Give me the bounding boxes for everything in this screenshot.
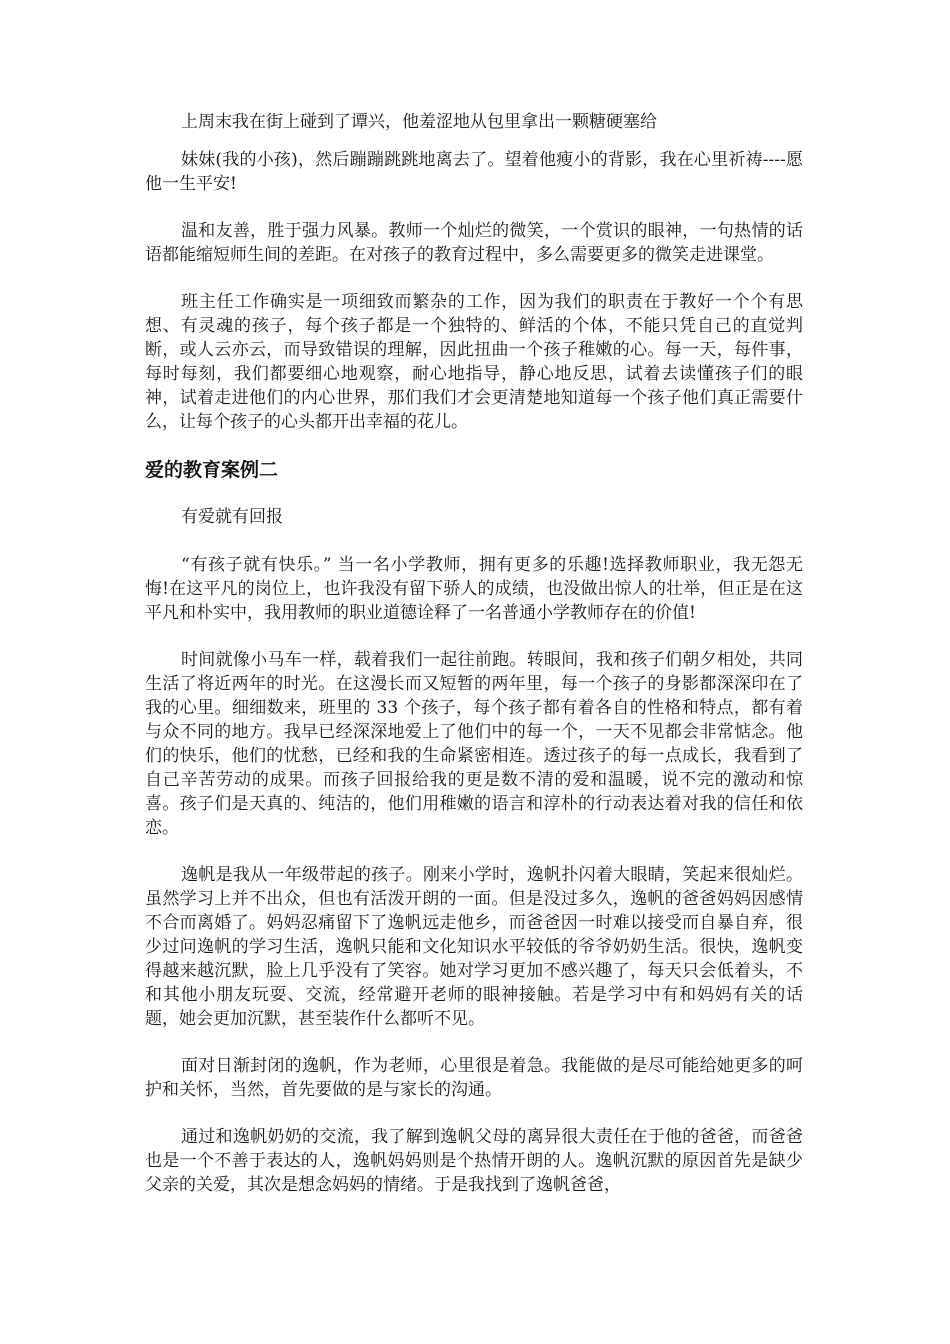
paragraph: 逸帆是我从一年级带起的孩子。刚来小学时，逸帆扑闪着大眼睛，笑起来很灿烂。虽然学习上并不出众，但也有活泼开朗的一面。但是没过多久，逸帆的爸爸妈妈因感情不合而离婚了。妈妈忍痛留下了逸帆远走他乡，而爸爸因一时难以接受而自暴自弃，很少过问逸帆的学习生活，逸帆只能和文化知识水平较低的爷爷奶奶生活。很快，逸帆变得越来越沉默，脸上几乎没有了笑容。她对学习更加不感兴趣了，每天只会低着头，不和其他小朋友玩耍、交流，经常避开老师的眼神接触。若是学习中有和妈妈有关的话题，她会更加沉默，甚至装作什么都听不见。: [145, 865, 803, 1029]
paragraph: 通过和逸帆奶奶的交流，我了解到逸帆父母的离异很大责任在于他的爸爸，而爸爸也是一个不善于表达的人，逸帆妈妈则是个热情开朗的人。逸帆沉默的原因首先是缺少父亲的关爱，其次是想念妈妈的情绪。于是我找到了逸帆爸爸，: [145, 1127, 803, 1195]
section-subtitle: 有爱就有回报: [181, 507, 283, 527]
paragraph: 班主任工作确实是一项细致而繁杂的工作，因为我们的职责在于教好一个个有思想、有灵魂的孩子，每个孩子都是一个独特的、鲜活的个体，不能只凭自己的直觉判断，或人云亦云，而导致错误的理解，因此扭曲一个孩子稚嫩的心。每一天，每件事，每时每刻，我们都要细心地观察，耐心地指导，静心地反思，试着去读懂孩子们的眼神，试着走进他们的内心世界，那们我们才会更清楚地知道每一个孩子他们真正需要什么，让每个孩子的心头都开出幸福的花儿。: [145, 292, 803, 432]
paragraph: 时间就像小马车一样，载着我们一起往前跑。转眼间，我和孩子们朝夕相处，共同生活了将近两年的时光。在这漫长而又短暂的两年里，每一个孩子的身影都深深印在了我的心里。细细数来，班里的 33 个孩子，每个孩子都有着各自的性格和特点，都有着与众不同的地方。我早已经深深地爱上了他们中的每一个，一天不见都会非常惦念。他们的快乐，他们的忧愁，已经和我的生命紧密相连。透过孩子的每一点成长，我看到了自己辛苦劳动的成果。而孩子回报给我的更是数不清的爱和温暖，说不完的激动和惊喜。孩子们是天真的、纯洁的，他们用稚嫩的语言和淳朴的行动表达着对我的信任和依恋。: [145, 650, 803, 838]
paragraph: 温和友善，胜于强力风暴。教师一个灿烂的微笑，一个赏识的眼神，一句热情的话语都能缩短师生间的差距。在对孩子的教育过程中，多么需要更多的微笑走进课堂。: [145, 221, 803, 265]
paragraph: 面对日渐封闭的逸帆，作为老师，心里很是着急。我能做的是尽可能给她更多的呵护和关怀，当然，首先要做的是与家长的沟通。: [145, 1056, 803, 1100]
paragraph: “有孩子就有快乐。” 当一名小学教师，拥有更多的乐趣!选择教师职业，我无怨无悔!在这平凡的岗位上，也许我没有留下骄人的成绩，也没做出惊人的壮举，但正是在这平凡和朴实中，我用教师的职业道德诠释了一名普通小学教师存在的价值!: [145, 555, 803, 623]
section-heading: 爱的教育案例二: [145, 459, 279, 481]
paragraph: 上周末我在街上碰到了谭兴，他羞涩地从包里拿出一颗糖硬塞给: [181, 112, 657, 132]
document-page: [145, 110, 803, 1220]
paragraph: 妹妹(我的小孩)，然后蹦蹦跳跳地离去了。望着他瘦小的背影，我在心里祈祷----愿他一生平安!: [145, 150, 803, 194]
